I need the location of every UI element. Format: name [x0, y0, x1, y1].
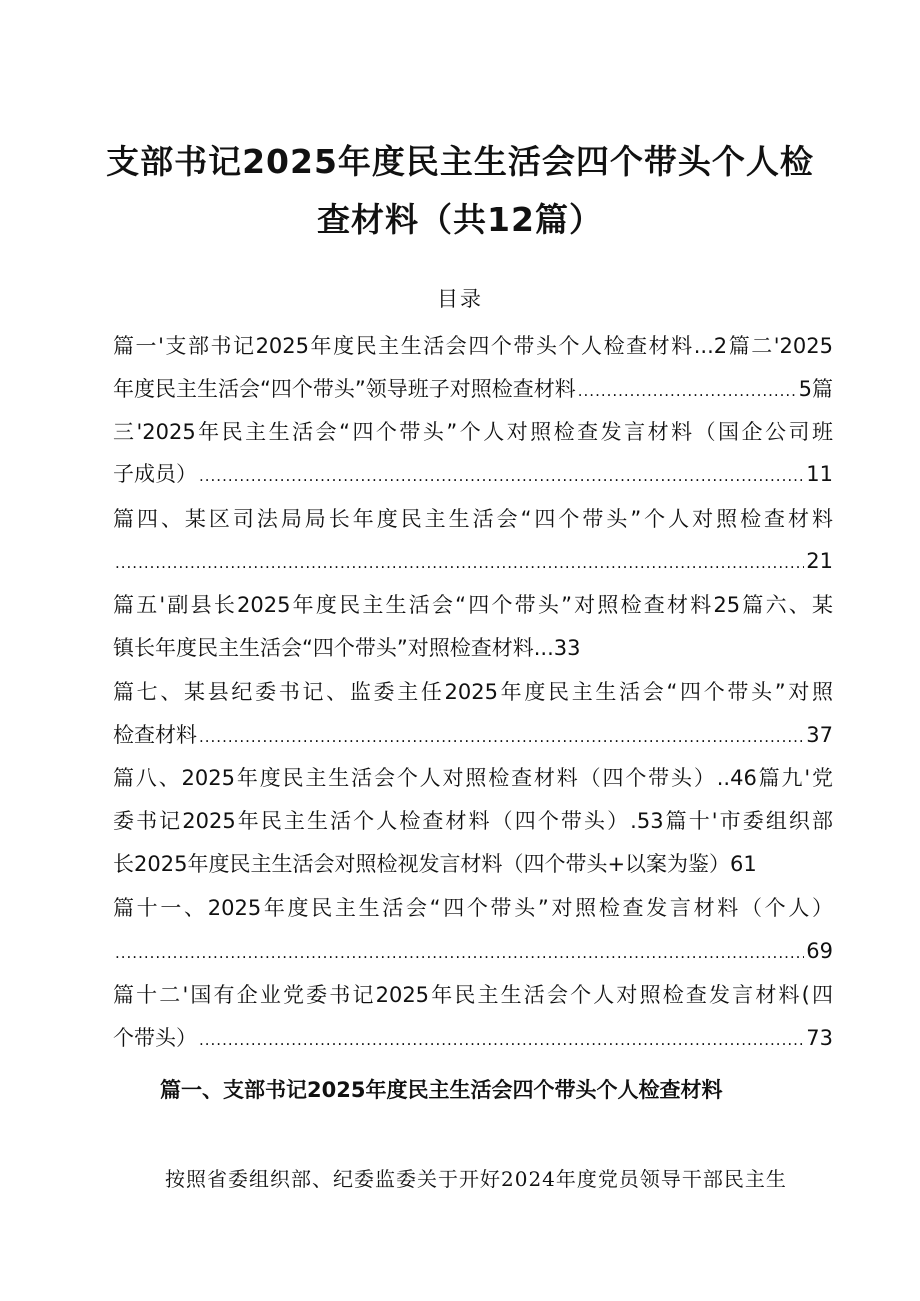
toc-line[interactable]: 委书记2025年民主生活个人检查材料（四个带头）.53篇十'市委组织部	[113, 809, 833, 833]
toc-line[interactable]: 篇四、某区司法局局长年度民主生活会“四个带头”个人对照检查材料	[113, 507, 833, 531]
section-heading: 篇一、支部书记2025年度民主生活会四个带头个人检查材料	[160, 1078, 723, 1102]
toc-line[interactable]: 篇五'副县长2025年度民主生活会“四个带头”对照检查材料25篇六、某	[113, 593, 833, 617]
toc-leader-dots	[199, 461, 804, 489]
toc-leader-dots	[199, 722, 804, 750]
toc-page-number: 21	[806, 549, 833, 573]
toc-line[interactable]	[113, 374, 833, 404]
toc-line[interactable]: 篇十二'国有企业党委书记2025年民主生活会个人对照检查发言材料(四	[113, 983, 833, 1007]
toc-page-number: 73	[806, 1026, 833, 1050]
toc-line[interactable]	[113, 546, 833, 576]
toc-entry-text: 检查材料	[113, 723, 197, 747]
body-paragraph: 按照省委组织部、纪委监委关于开好2024年度党员领导干部民主生	[165, 1167, 787, 1191]
toc-heading: 目录	[437, 287, 483, 311]
toc-line[interactable]	[113, 936, 833, 966]
toc-page-number: 11	[806, 462, 833, 486]
toc-entry-text: 子成员）	[113, 462, 197, 486]
toc-line[interactable]: 长2025年度民主生活会对照检视发言材料（四个带头+以案为鉴）61	[113, 852, 757, 876]
toc-line[interactable]: 镇长年度民主生活会“四个带头”对照检查材料...33	[113, 636, 581, 660]
toc-line[interactable]	[113, 720, 833, 750]
document-title-line-1: 支部书记2025年度民主生活会四个带头个人检	[106, 142, 814, 181]
toc-page-number: 69	[806, 939, 833, 963]
toc-line[interactable]	[113, 1023, 833, 1053]
toc-leader-dots	[199, 1025, 804, 1053]
toc-line[interactable]	[113, 459, 833, 489]
toc-line[interactable]: 篇一'支部书记2025年度民主生活会四个带头个人检查材料...2篇二'2025	[113, 334, 833, 358]
toc-entry-text: 个带头）	[113, 1026, 197, 1050]
toc-line[interactable]: 篇十一、2025年度民主生活会“四个带头”对照检查发言材料（个人）	[113, 896, 833, 920]
toc-page-number: 5篇	[798, 377, 833, 401]
document-title-line-2: 查材料（共12篇）	[317, 200, 603, 239]
toc-leader-dots	[578, 376, 797, 404]
toc-line[interactable]: 篇八、2025年度民主生活会个人对照检查材料（四个带头）..46篇九'党	[113, 766, 833, 790]
toc-line[interactable]: 三'2025年民主生活会“四个带头”个人对照检查发言材料（国企公司班	[113, 420, 833, 444]
toc-leader-dots	[115, 548, 804, 576]
toc-line[interactable]: 篇七、某县纪委书记、监委主任2025年度民主生活会“四个带头”对照	[113, 680, 833, 704]
toc-entry-text: 年度民主生活会“四个带头”领导班子对照检查材料	[113, 377, 576, 401]
toc-page-number: 37	[806, 723, 833, 747]
toc-leader-dots	[115, 938, 804, 966]
